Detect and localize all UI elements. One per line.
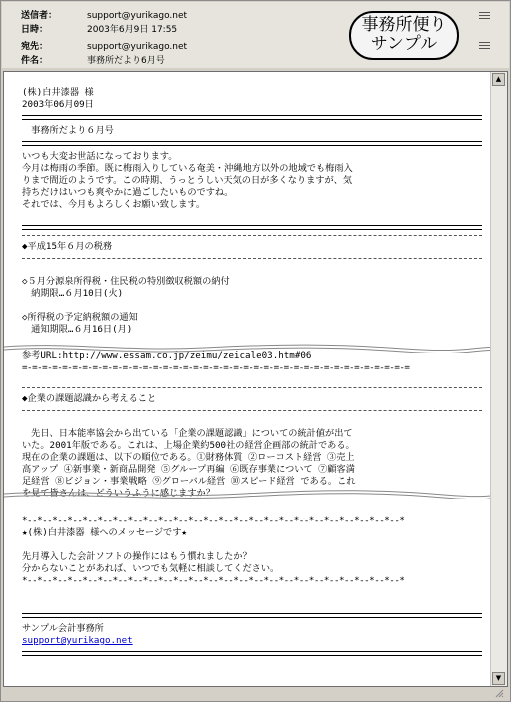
reference-url: 参考URL:http://www.essam.co.jp/zeimu/zeicale03.htm#06 [22, 350, 312, 361]
greeting-line: いつも大変お世話になっております。 [22, 151, 178, 162]
scroll-down-icon[interactable]: ▼ [492, 672, 505, 685]
section-divider-dashed [22, 235, 482, 236]
mail-header [2, 2, 509, 68]
scroll-track[interactable] [492, 87, 505, 671]
section-divider [22, 225, 482, 230]
section-divider-dashed [22, 410, 482, 411]
tear-separator [4, 343, 507, 353]
newsletter-title: 事務所だより６月号 [22, 125, 114, 136]
message-line: 先月導入した会計ソフトの操作にはもう慣れましたか？ [22, 551, 252, 562]
message-body [22, 87, 482, 661]
from-label: 送信者： [21, 11, 58, 21]
date-value: 2003年6月9日 17:55 [87, 25, 178, 35]
recipient-name: (株)白井漆器 様 [22, 87, 94, 98]
section1-title: ◆平成15年６月の税務 [22, 241, 113, 252]
tax-item1-title: ◇５月分源泉所得税・住民税の特別徴収税額の納付 [22, 276, 230, 287]
stamp-line2: サンプル [370, 34, 438, 54]
greeting-line: それでは、今月もよろしくお願い致します。 [22, 199, 206, 210]
date-row [21, 22, 177, 35]
reference-divider: =-=-=-=-=-=-=-=-=-=-=-=-=-=-=-=-=-=-=-=-=-=-=-=-=-=-=-=-=-=-=-=-=-=-=-=-=-=-= [22, 362, 410, 373]
star-divider: *--*--*--*--*--*--*--*--*--*--*--*--*--*--*--*--*--*--*--*--*--*--*--*--*--* [22, 575, 405, 586]
from-value: support@yurikago.net [87, 11, 188, 21]
message-body-pane[interactable] [3, 71, 508, 687]
section2-title: ◆企業の課題認識から考えること [22, 393, 157, 404]
section2-line: 先日、日本能率協会から出ている「企業の課題認識」についての統計値が出て [22, 428, 353, 439]
to-label: 宛先： [21, 42, 49, 52]
to-row [21, 39, 187, 52]
signature-email-link[interactable]: support@yurikago.net [22, 635, 133, 646]
section2-line: 高アップ ④新事業・新商品開発 ⑤グループ再編 ⑥既存事業について ⑦顧客満 [22, 464, 355, 475]
signature-divider-top [22, 613, 482, 618]
to-expand-icon[interactable] [478, 40, 491, 51]
section-divider-dashed [22, 387, 482, 388]
to-value: support@yurikago.net [87, 42, 188, 52]
subject-label: 件名： [21, 56, 49, 66]
message-title: ★(株)白井漆器 様へのメッセージです★ [22, 527, 187, 538]
status-bar [3, 687, 508, 700]
section2-line: いた。2001年版である。これは、上場企業約500社の経営企画部の統計である。 [22, 440, 355, 451]
section2-line: 現在の企業の課題は、以下の順位である。①財務体質 ②ローコスト経営 ③売上 [22, 452, 355, 463]
from-row [21, 8, 187, 21]
date-label: 日時： [21, 25, 49, 35]
signature-divider-bottom [22, 651, 482, 656]
signature-name: サンプル会計事務所 [22, 623, 104, 634]
subject-row [21, 53, 165, 66]
tear-separator [4, 489, 507, 499]
scroll-up-icon[interactable]: ▲ [492, 73, 505, 86]
section2-line: 足経営 ⑧ビジョン・事業戦略 ⑨グローバル経営 ⑩スピード経営 である。これ [22, 476, 356, 487]
section2-line: を見て皆さんは、どういうふうに感じますか？ [22, 488, 215, 499]
title-divider-bottom [22, 141, 482, 146]
greeting-line: りまで間近のようです。この時期、うっとうしい天気の日が多くなりますが、気 [22, 175, 353, 186]
resize-grip-icon[interactable] [495, 689, 504, 698]
title-divider-top [22, 115, 482, 120]
star-divider: *--*--*--*--*--*--*--*--*--*--*--*--*--*--*--*--*--*--*--*--*--*--*--*--*--* [22, 515, 405, 526]
from-expand-icon[interactable] [478, 10, 491, 21]
stamp-line1: 事務所便り [361, 15, 447, 35]
subject-value: 事務所だより6月号 [87, 56, 165, 66]
tax-item2-title: ◇所得税の予定納税額の通知 [22, 312, 138, 323]
tax-item1-due: 納期限…６月10日(火) [22, 288, 124, 299]
tax-item2-due: 通知期限…６月16日(月) [22, 324, 133, 335]
letter-date: 2003年06月09日 [22, 99, 94, 110]
message-line: 分からないことがあれば、いつでも気軽に相談してください。 [22, 563, 280, 574]
greeting-line: 持ちだけはいつも爽やかに過ごしたいものですね。 [22, 187, 234, 198]
vertical-scrollbar[interactable] [490, 72, 507, 686]
greeting-line: 今月は梅雨の季節。既に梅雨入りしている奄美・沖縄地方以外の地域でも梅雨入 [22, 163, 353, 174]
section-divider-dashed [22, 258, 482, 259]
sample-stamp [349, 11, 459, 60]
